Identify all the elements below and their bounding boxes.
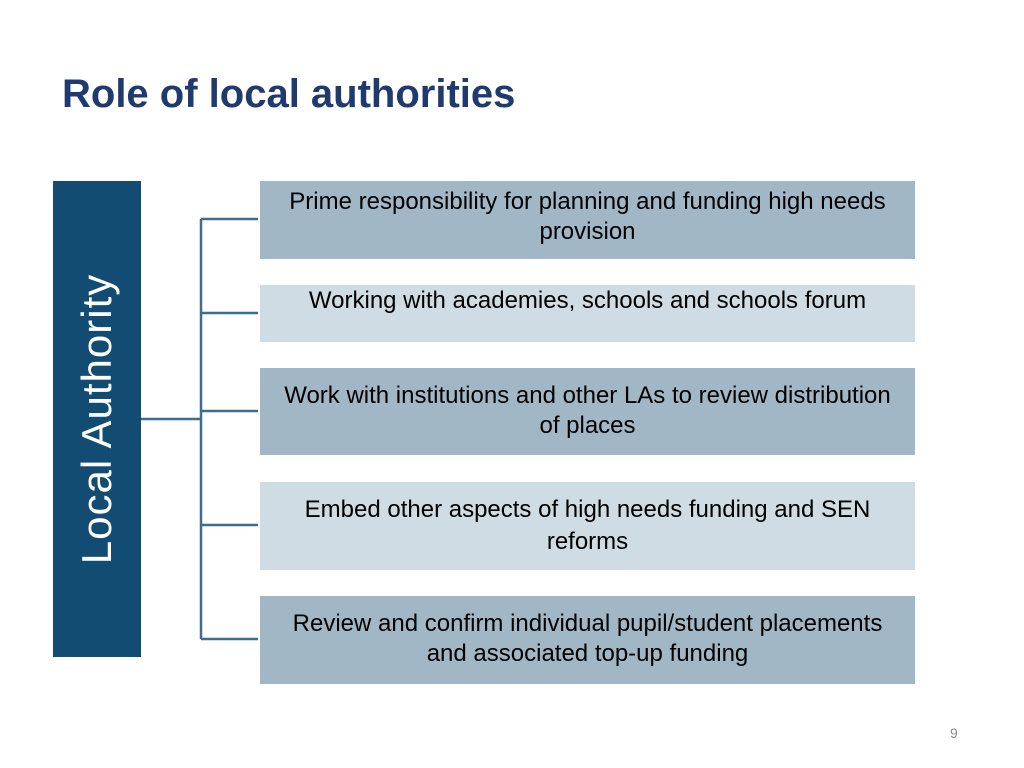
role-item-3: Work with institutions and other LAs to review distribution of places	[260, 368, 915, 455]
page-number: 9	[950, 725, 958, 741]
local-authority-label: Local Authority	[73, 273, 120, 565]
role-item-2: Working with academies, schools and schools forum	[260, 285, 915, 342]
role-item-1: Prime responsibility for planning and funding high needs provision	[260, 181, 915, 259]
role-item-4: Embed other aspects of high needs funding and SEN reforms	[260, 482, 915, 570]
slide-title: Role of local authorities	[62, 72, 516, 116]
role-item-5: Review and confirm individual pupil/student placements and associated top-up funding	[260, 596, 915, 684]
